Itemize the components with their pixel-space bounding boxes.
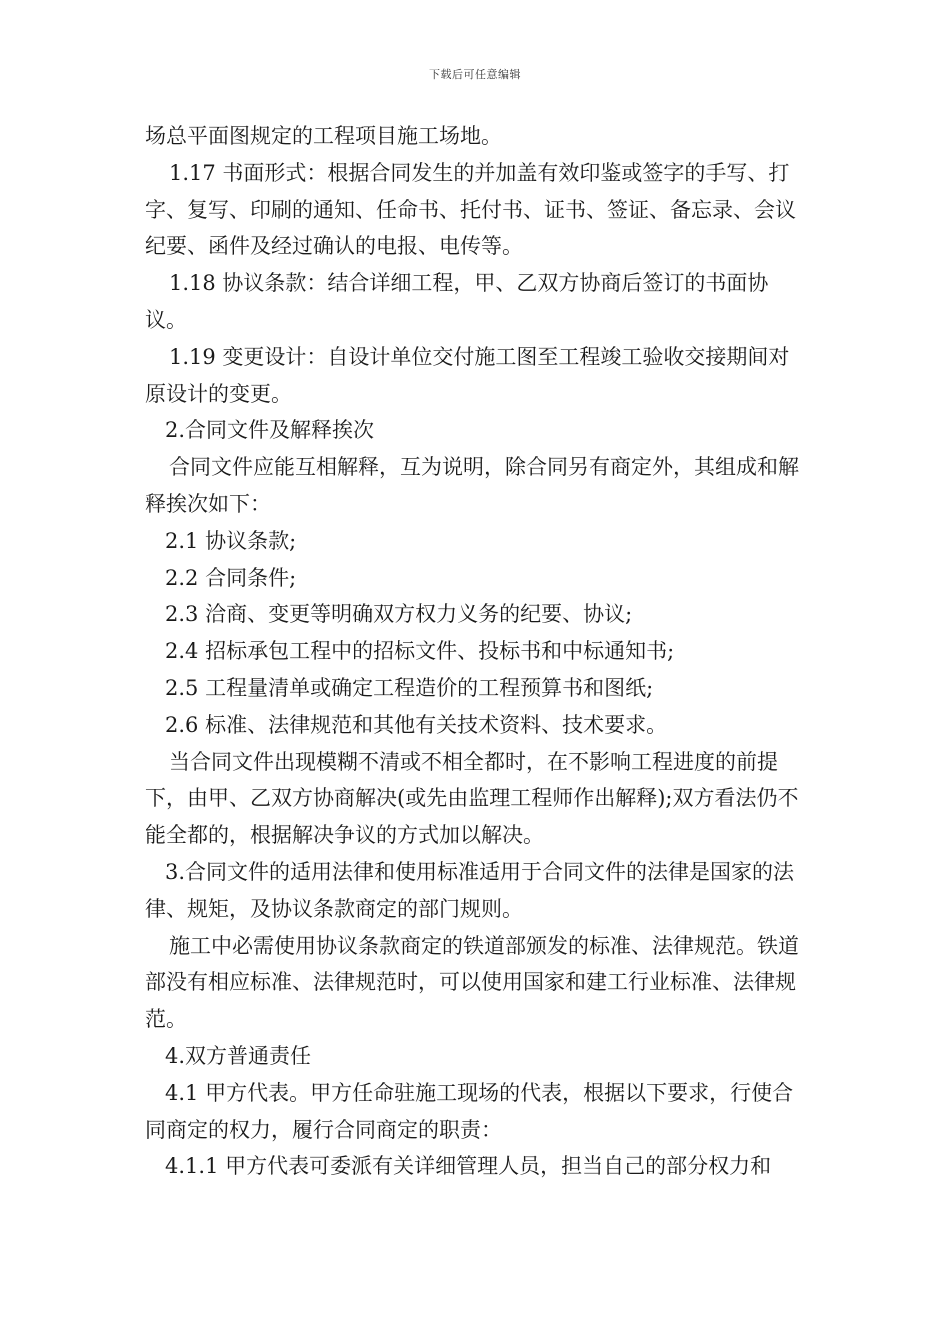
list-item-2-3: 2.3 洽商、变更等明确双方权力义务的纪要、协议;: [165, 602, 633, 627]
paragraph-site-plan: 场总平面图规定的工程项目施工场地。: [145, 124, 502, 148]
list-item-2-1: 2.1 协议条款;: [165, 528, 297, 553]
paragraph-4-1: 4.1 甲方代表。甲方任命驻施工现场的代表，根据以下要求，行使合同商定的权力，履行合同商定的职责：: [145, 1080, 794, 1142]
paragraph-standards: 施工中必需使用协议条款商定的铁道部颁发的标准、法律规范。铁道部没有相应标准、法律规范时，可以使用国家和建工行业标准、法律规范。: [145, 933, 799, 1032]
paragraph-1-18: 1.18 协议条款：结合详细工程，甲、乙双方协商后签订的书面协议。: [145, 271, 769, 332]
paragraph-1-17: 1.17 书面形式：根据合同发生的并加盖有效印鉴或签字的手写、打字、复写、印刷的通知、任命书、托付书、证书、签证、备忘录、会议纪要、函件及经过确认的电报、电传等。: [145, 160, 796, 259]
heading-section-2: 2.合同文件及解释挨次: [165, 418, 375, 443]
page-header: 下载后可任意编辑: [429, 68, 521, 81]
list-item-2-2: 2.2 合同条件;: [165, 565, 297, 590]
document-body: [145, 118, 810, 1185]
paragraph-contract-docs: 合同文件应能互相解释，互为说明，除合同另有商定外，其组成和解释挨次如下：: [145, 455, 799, 516]
paragraph-4-1-1: 4.1.1 甲方代表可委派有关详细管理人员，担当自己的部分权力和: [165, 1154, 772, 1179]
paragraph-section-3: 3.合同文件的适用法律和使用标准适用于合同文件的法律是国家的法律、规矩，及协议条款商定的部门规则。: [145, 859, 795, 921]
heading-section-4: 4.双方普通责任: [165, 1043, 312, 1068]
list-item-2-4: 2.4 招标承包工程中的招标文件、投标书和中标通知书;: [165, 639, 675, 664]
list-item-2-6: 2.6 标准、法律规范和其他有关技术资料、技术要求。: [165, 712, 668, 737]
list-item-2-5: 2.5 工程量清单或确定工程造价的工程预算书和图纸;: [165, 675, 654, 700]
paragraph-1-19: 1.19 变更设计：自设计单位交付施工图至工程竣工验收交接期间对原设计的变更。: [145, 344, 790, 406]
paragraph-ambiguity: 当合同文件出现模糊不清或不相全都时，在不影响工程进度的前提下，由甲、乙双方协商解决(或先由监理工程师作出解释);双方看法仍不能全都的，根据解决争议的方式加以解决。: [145, 749, 799, 848]
